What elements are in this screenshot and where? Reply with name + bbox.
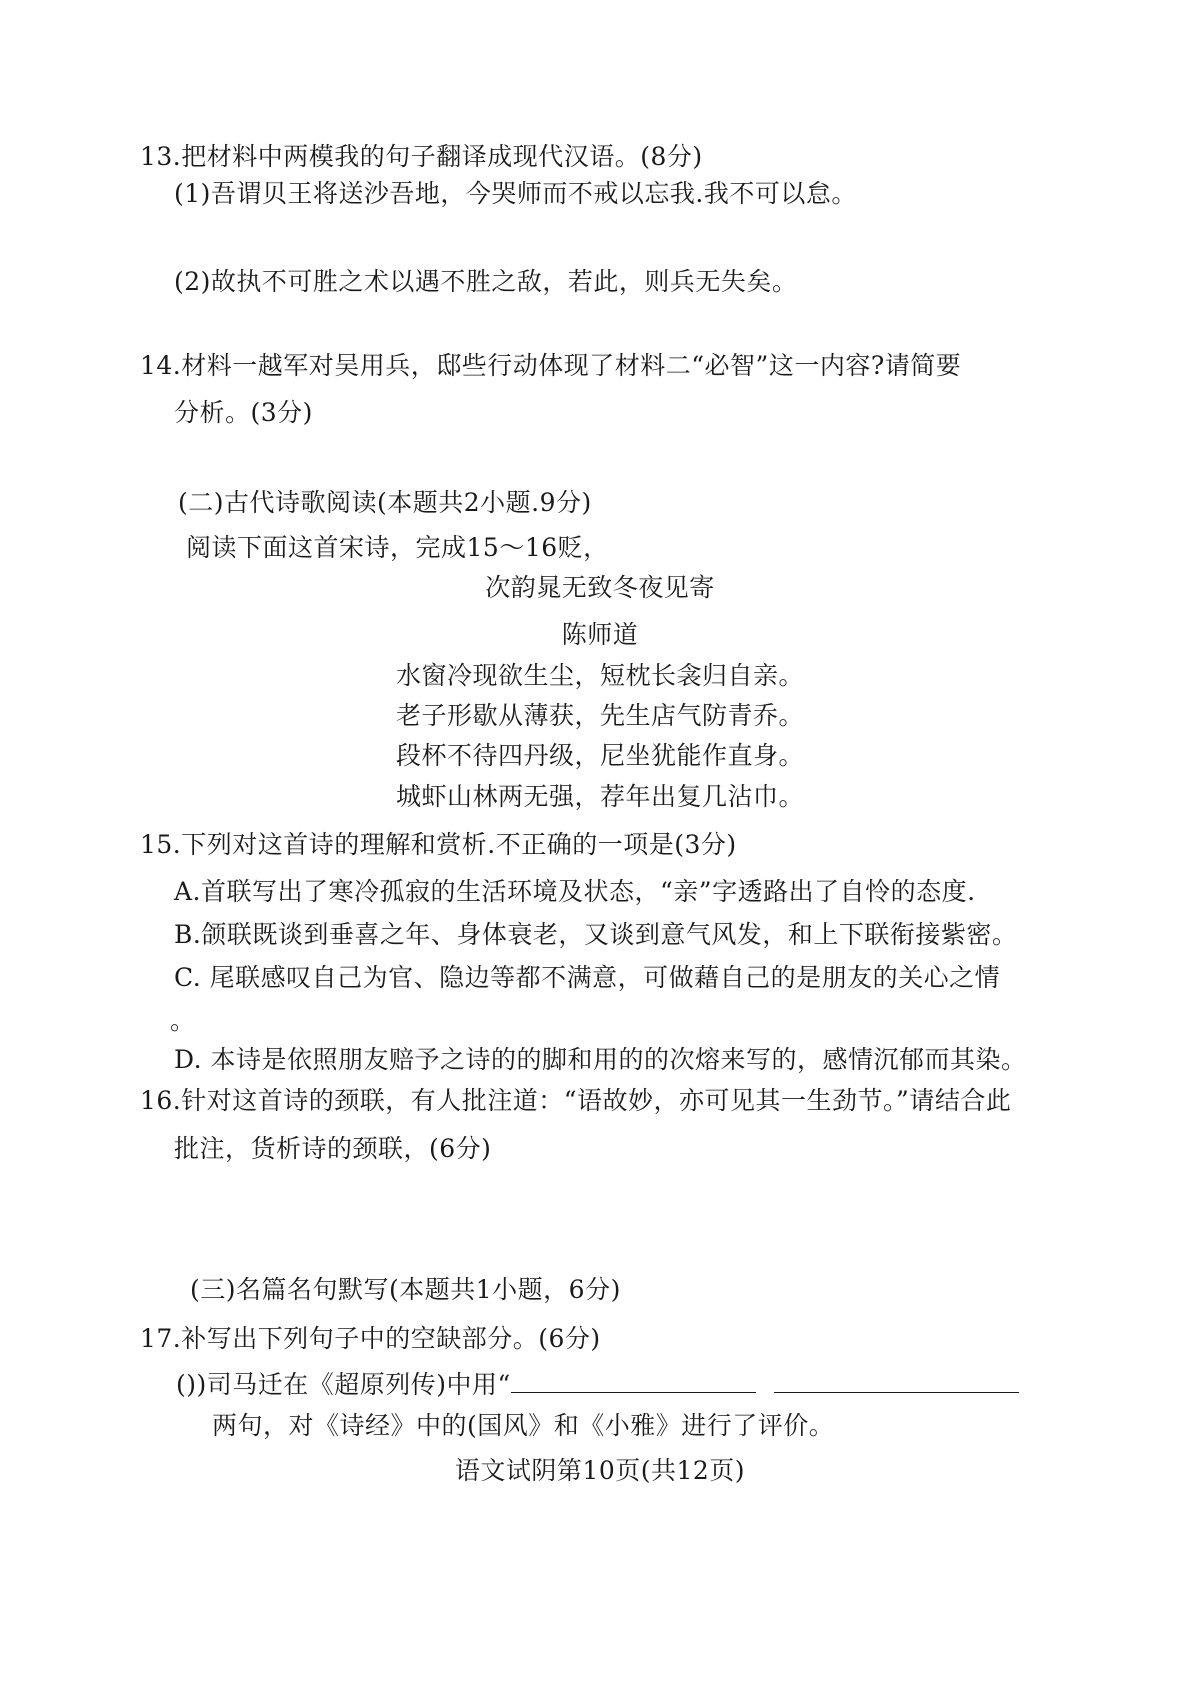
q14-line2: 分析。(3分) [174,398,313,427]
q17-sub1 [176,1368,1019,1402]
q15-stem: 15.下列对这首诗的理解和赏析.不正确的一项是(3分) [140,830,737,859]
q15-option-b: B.颌联既谈到垂喜之年、身体衰老，又谈到意气风发，和上下联衔接紫密。 [174,920,1018,949]
q13-sub1: (1)吾谓贝王将送沙吾地，今哭师而不戒以忘我.我不可以怠。 [174,179,857,208]
poem-line: 老子形歇从薄获，先生店气防青乔。 [395,701,804,730]
poem-line: 段杯不待四丹级，尼坐犹能作直身。 [395,741,804,770]
page-footer: 语文试阴第10页(共12页) [454,1456,746,1485]
answer-blank[interactable] [774,1370,1019,1393]
q15-option-d: D. 本诗是依照朋友赔予之诗的的脚和用的的次熔来写的，感情沉郁而其染。 [174,1045,1027,1074]
poem-line: 城虾山林两无强，荐年出复几沾巾。 [395,782,804,811]
q15-option-c: C. 尾联感叹自己为官、隐边等都不满意，可做藉自己的是朋友的关心之情 [174,963,1001,992]
q17-sub1-prefix: ())司马迁在《超原列传)中用“ [176,1370,511,1399]
answer-blank[interactable] [511,1370,756,1393]
q16-line1: 16.针对这首诗的颈联，有人批注道：“语故妙，亦可见其一生劲节。”请结合此 [140,1086,1012,1115]
q13-sub2: (2)故执不可胜之术以遇不胜之敌，若此，则兵无失矣。 [174,267,798,296]
section3-heading: (三)名篇名句默写(本题共1小题，6分) [190,1275,621,1304]
section2-intro: 阅读下面这首宋诗，完成15～16贬， [186,533,609,562]
section2-heading: (二)古代诗歌阅读(本题共2小题.9分) [178,488,592,517]
q17-sub1-continuation: 两句，对《诗经》中的(国风》和《小雅》进行了评价。 [212,1411,835,1440]
q13-stem: 13.把材料中两模我的句子翻译成现代汉语。(8分) [140,142,703,171]
poem-line: 水窗冷现欲生尘，短枕长衾归自亲。 [395,661,804,690]
q17-stem: 17.补写出下列句子中的空缺部分。(6分) [140,1324,601,1353]
poem-author: 陈师道 [561,620,639,649]
q16-line2: 批注，货析诗的颈联，(6分) [174,1134,492,1163]
q14-line1: 14.材料一越军对吴用兵，邸些行动体现了材料二“必智”这一内容?请简要 [140,351,962,380]
q15-option-a: A.首联写出了寒冷孤寂的生活环境及状态，“亲”字透路出了自怜的态度. [174,877,976,906]
q15-option-c-end: 。 [170,1006,196,1035]
poem-title: 次韵晁无致冬夜见寄 [485,573,715,602]
